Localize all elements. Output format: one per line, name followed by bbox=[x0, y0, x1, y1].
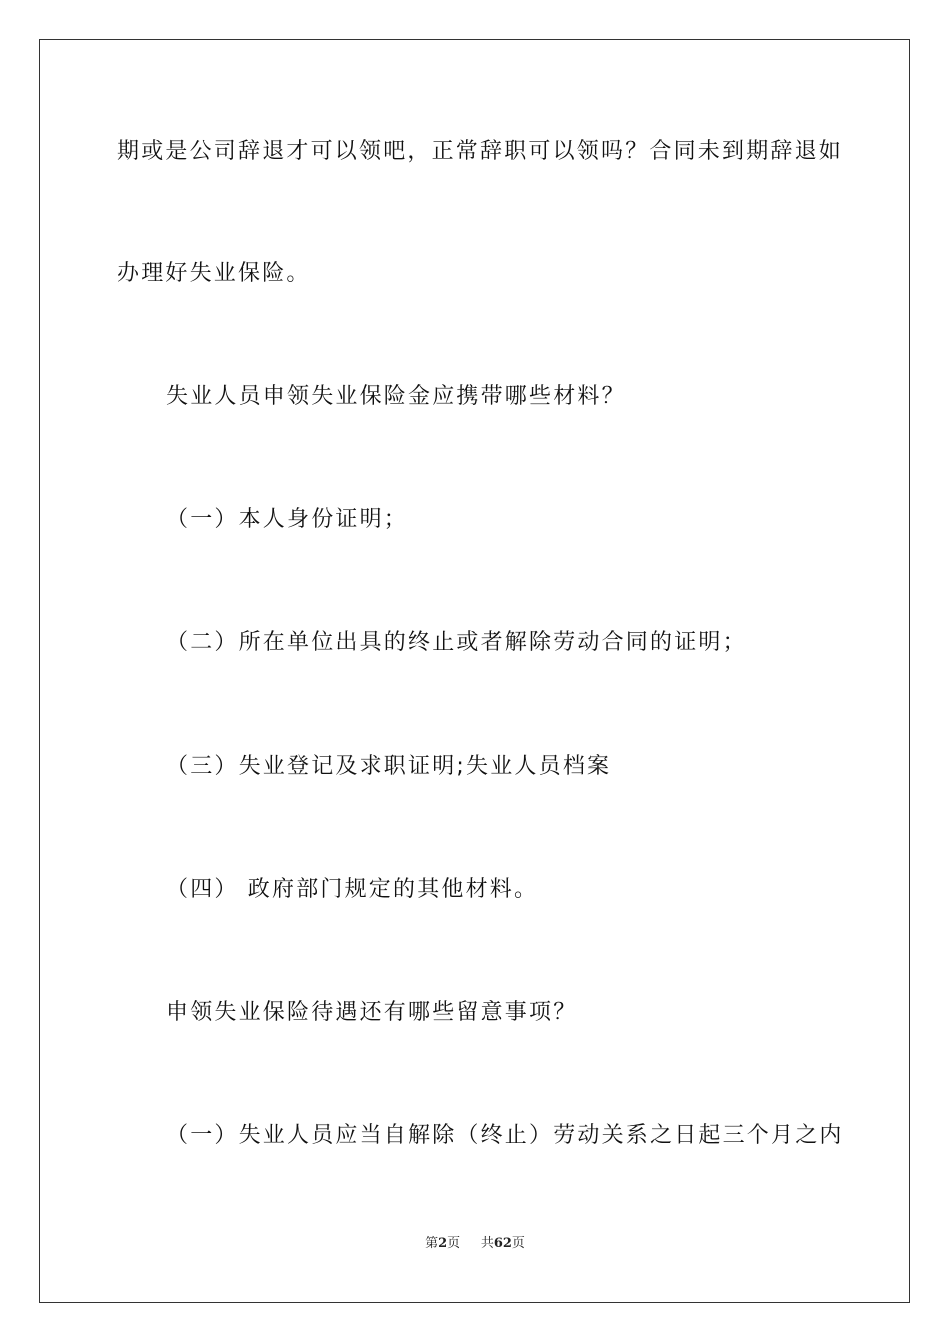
page-number: 2 bbox=[438, 1236, 448, 1251]
list-item-3: （三）失业登记及求职证明;失业人员档案 bbox=[166, 754, 612, 779]
list-item-1: （一）本人身份证明； bbox=[166, 507, 409, 532]
paragraph-line-2: 办理好失业保险。 bbox=[117, 261, 311, 286]
notes-item-1: （一）失业人员应当自解除（终止）劳动关系之日起三个月之内 bbox=[166, 1123, 844, 1148]
page-border bbox=[39, 39, 910, 1303]
list-item-2: （二）所在单位出具的终止或者解除劳动合同的证明； bbox=[166, 630, 747, 655]
total-pages: 62 bbox=[493, 1236, 512, 1251]
total-prefix: 共 bbox=[480, 1236, 494, 1251]
list-item-4: （四） 政府部门规定的其他材料。 bbox=[166, 877, 539, 902]
question-heading-notes: 申领失业保险待遇还有哪些留意事项？ bbox=[166, 1000, 578, 1025]
page-prefix: 第 bbox=[425, 1236, 439, 1251]
page-suffix: 页 bbox=[447, 1236, 461, 1251]
total-suffix: 页 bbox=[511, 1236, 525, 1251]
question-heading-materials: 失业人员申领失业保险金应携带哪些材料？ bbox=[166, 384, 626, 409]
paragraph-line-1: 期或是公司辞退才可以领吧，正常辞职可以领吗？合同未到期辞退如 bbox=[117, 139, 844, 164]
page-footer bbox=[0, 1232, 950, 1251]
